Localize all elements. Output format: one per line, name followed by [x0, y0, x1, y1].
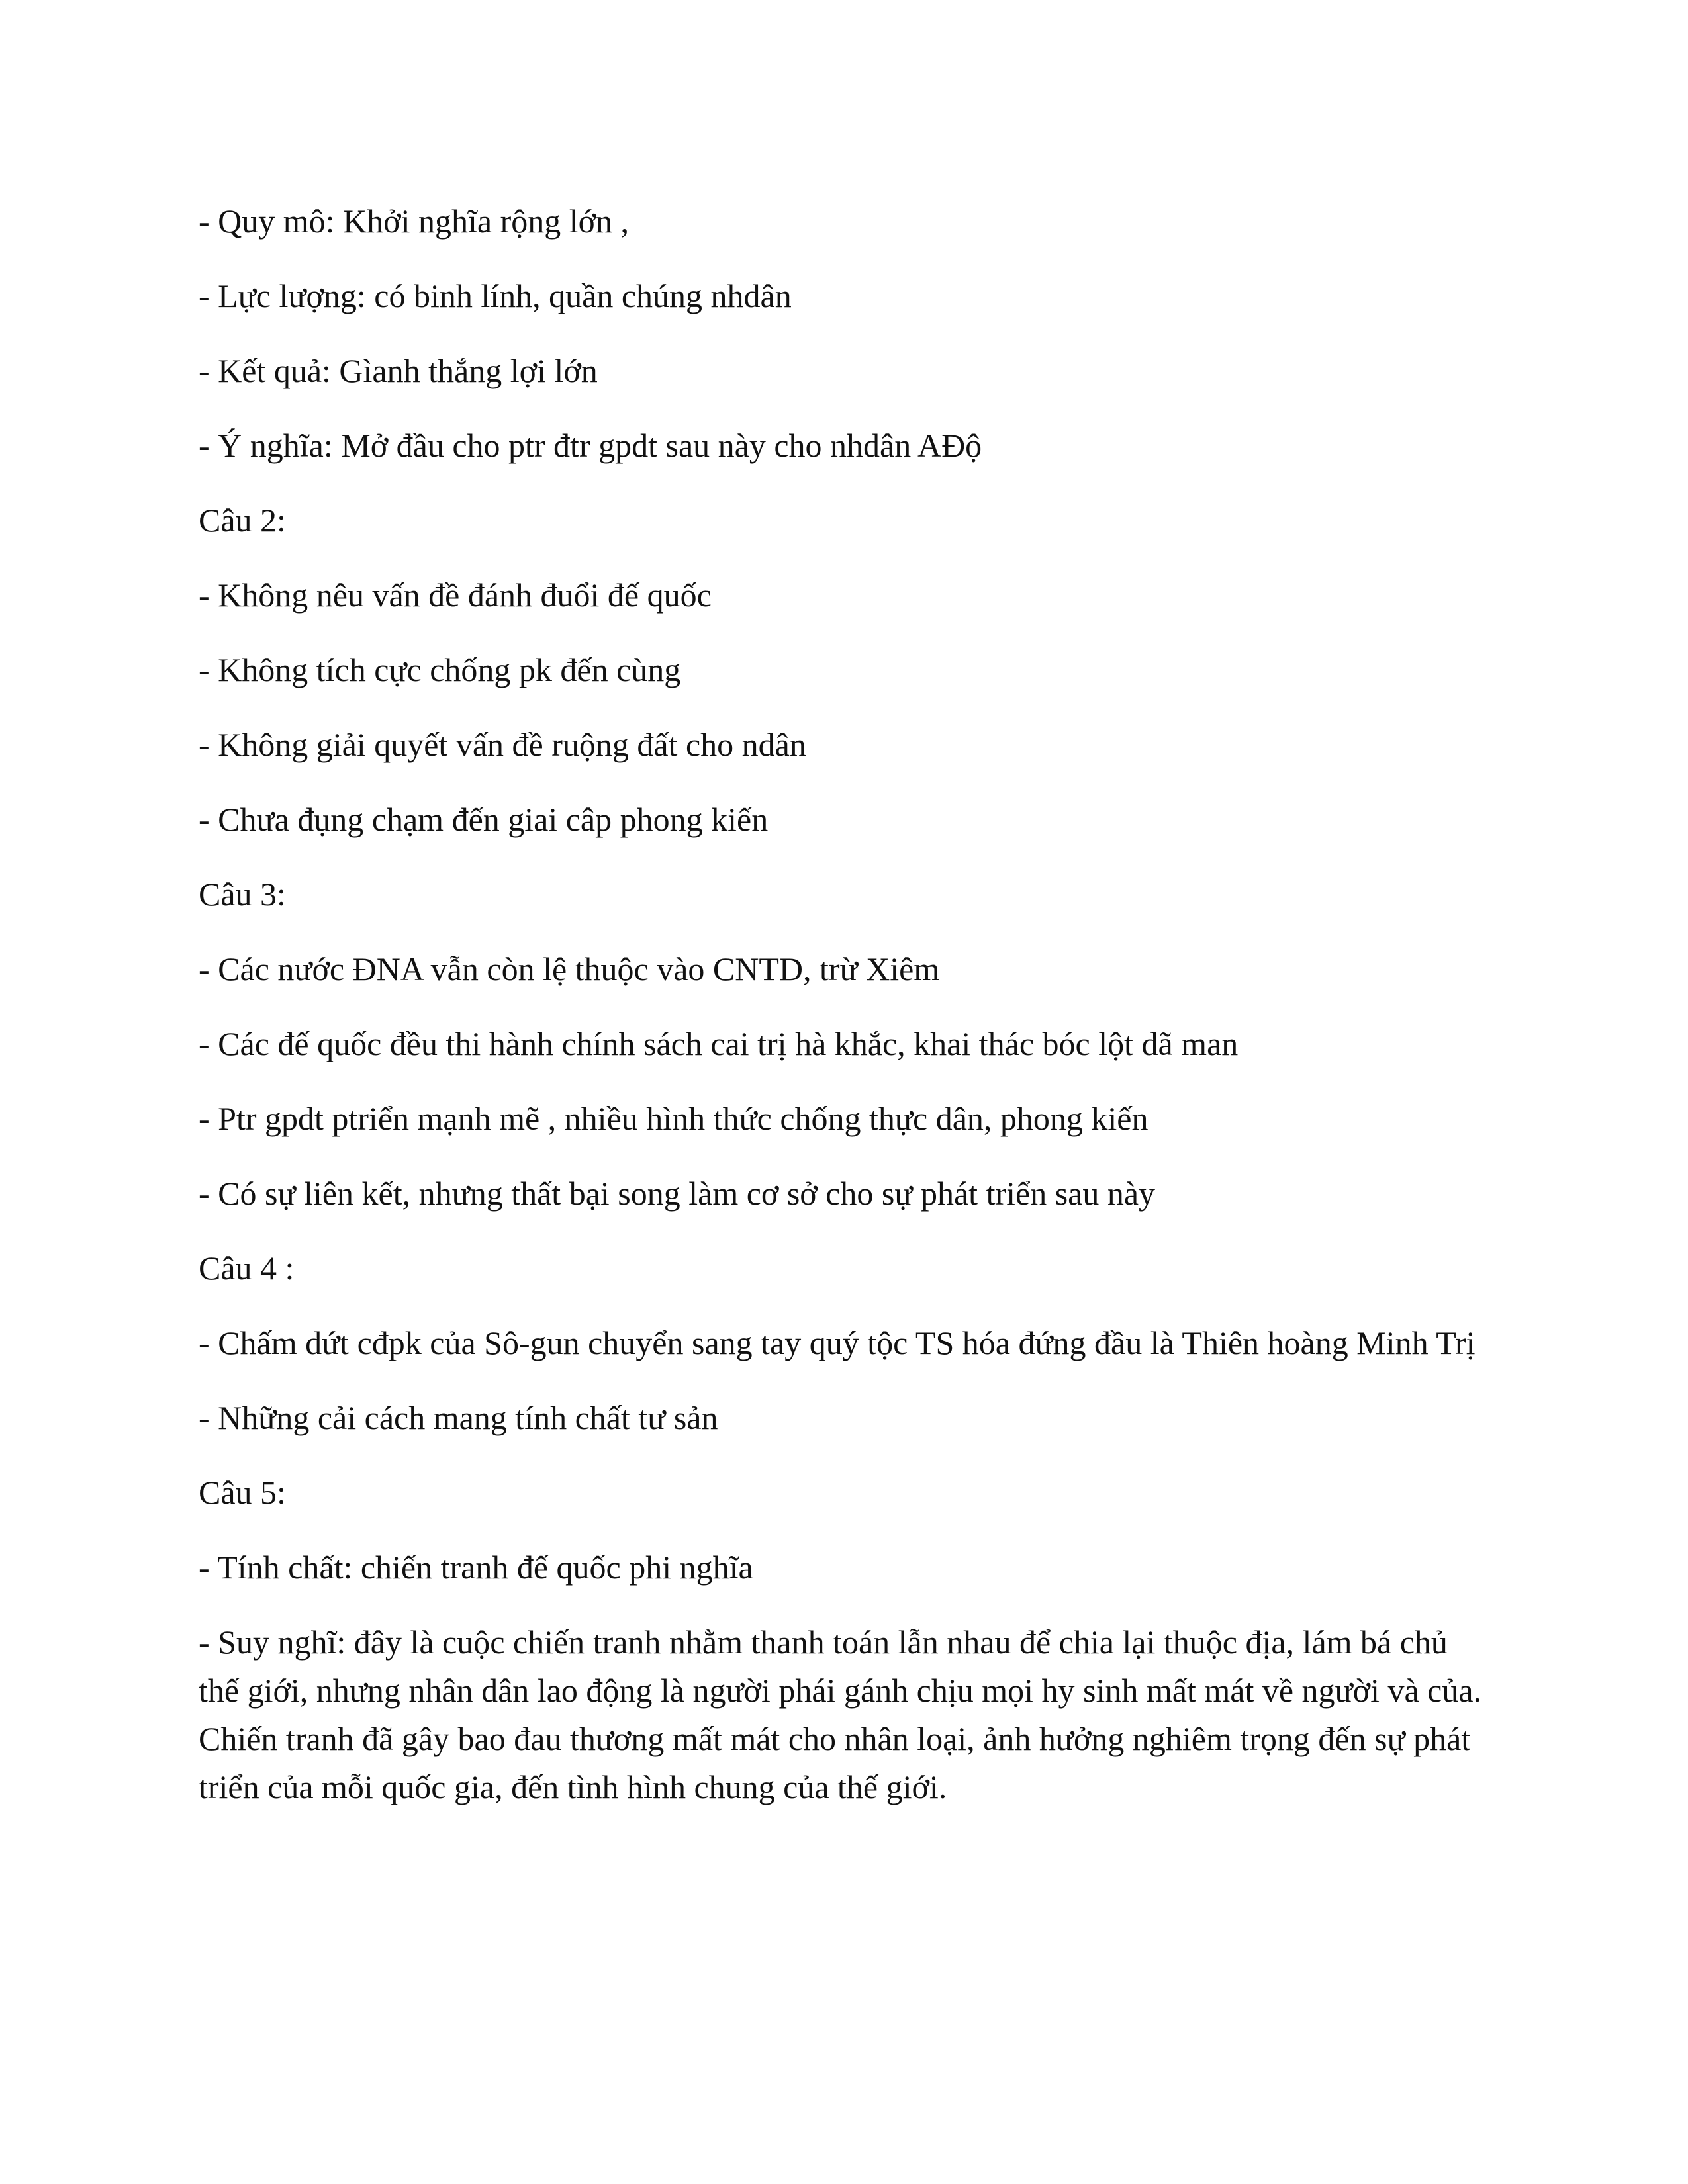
paragraph-19: - Tính chất: chiến tranh đế quốc phi nghĩa — [199, 1549, 753, 1586]
paragraph-13: - Ptr gpdt ptriển mạnh mẽ , nhiều hình thức chống thực dân, phong kiến — [199, 1100, 1149, 1137]
paragraph-3: - Kết quả: Gìanh thắng lợi lớn — [199, 352, 598, 389]
section-heading-cau-4: Câu 4 : — [199, 1250, 295, 1287]
section-heading-cau-3: Câu 3: — [199, 876, 286, 913]
paragraph-6: - Không nêu vấn đề đánh đuổi đế quốc — [199, 576, 712, 614]
paragraph-11: - Các nước ĐNA vẫn còn lệ thuộc vào CNTD, trừ Xiêm — [199, 950, 940, 987]
paragraph-4: - Ý nghĩa: Mở đầu cho ptr đtr gpdt sau này cho nhdân AĐộ — [199, 427, 982, 464]
paragraph-14: - Có sự liên kết, nhưng thất bại song làm cơ sở cho sự phát triển sau này — [199, 1175, 1156, 1212]
section-heading-cau-2: Câu 2: — [199, 502, 286, 539]
paragraph-12: - Các đế quốc đều thi hành chính sách cai trị hà khắc, khai thác bóc lột dã man — [199, 1025, 1239, 1062]
paragraph-2: - Lực lượng: có binh lính, quần chúng nhdân — [199, 277, 792, 314]
paragraph-9: - Chưa đụng chạm đến giai câp phong kiến — [199, 801, 769, 838]
section-heading-cau-5: Câu 5: — [199, 1474, 286, 1511]
paragraph-17: - Những cải cách mang tính chất tư sản — [199, 1399, 718, 1436]
paragraph-20: - Suy nghĩ: đây là cuộc chiến tranh nhằm thanh toán lẫn nhau để chia lại thuộc địa, lám bá chủ thế giới, nhưng nhân dân lao động là người phái gánh chịu mọi hy sinh mất mát về người và của. Chiến tranh đã gây bao đau thương mất mát cho nhân loại, ảnh hưởng nghiêm trọng đến sự phát triển của mỗi quốc gia, đến tình hình chung của thế giới. — [199, 1623, 1482, 1805]
document-body — [199, 197, 1496, 1838]
paragraph-7: - Không tích cực chống pk đến cùng — [199, 651, 681, 688]
paragraph-8: - Không giải quyết vấn đề ruộng đất cho ndân — [199, 726, 806, 763]
paragraph-16: - Chấm dứt cđpk của Sô-gun chuyển sang tay quý tộc TS hóa đứng đầu là Thiên hoàng Minh Trị — [199, 1324, 1476, 1361]
paragraph-1: - Quy mô: Khởi nghĩa rộng lớn , — [199, 203, 630, 240]
